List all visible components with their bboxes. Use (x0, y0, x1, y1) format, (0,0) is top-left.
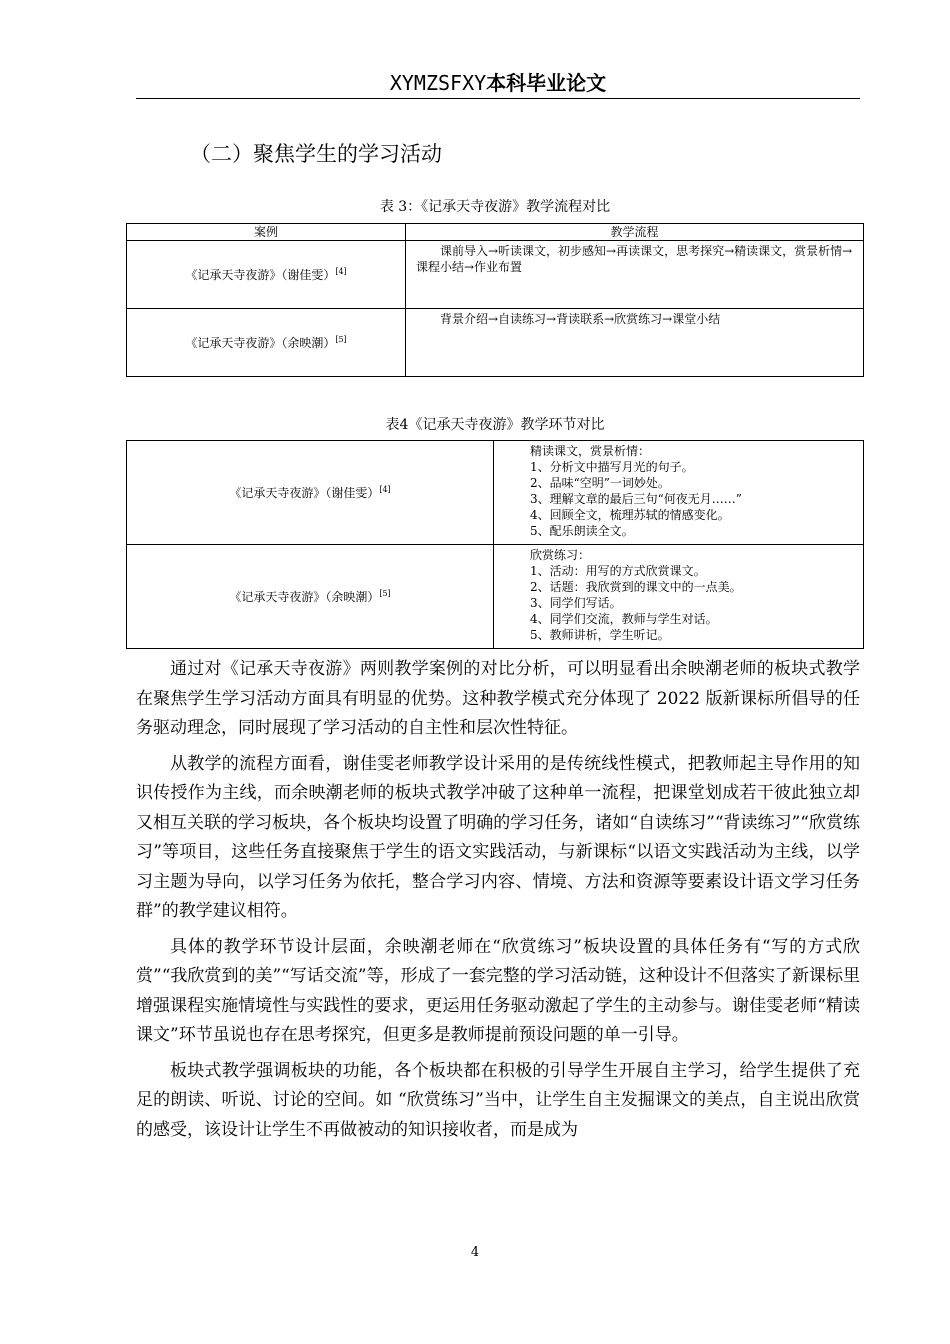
table-row (127, 545, 864, 649)
case-name: 《记承天寺夜游》（谢佳雯） (229, 485, 380, 500)
detail-line: 2、品味“空明”一词妙处。 (530, 476, 670, 490)
table4-detail-cell (494, 545, 864, 649)
body-text (136, 655, 860, 1151)
table3-caption: 表 3：《记承天寺夜游》教学流程对比 (379, 199, 611, 215)
detail-line: 4、回顾全文，梳理苏轼的情感变化。 (530, 508, 730, 522)
citation-ref: [4] (335, 266, 347, 276)
case-name: 《记承天寺夜游》（余映潮） (229, 589, 380, 604)
detail-line: 5、配乐朗读全文。 (530, 524, 634, 538)
case-name: 《记承天寺夜游》（余映潮） (185, 335, 336, 350)
paragraph: 通过对《记承天寺夜游》两则教学案例的对比分析，可以明显看出余映潮老师的板块式教学在聚焦学生学习活动方面具有明显的优势。这种教学模式充分体现了 2022 版新课标所倡导的任务驱动理念，同时展现了学习活动的自主性和层次性特征。 (136, 659, 860, 738)
detail-line: 5、教师讲析，学生听记。 (530, 628, 670, 642)
citation-ref: [5] (335, 334, 347, 344)
detail-line: 3、同学们写话。 (530, 596, 622, 610)
case-name: 《记承天寺夜游》（谢佳雯） (185, 267, 336, 282)
table3 (126, 223, 864, 377)
table3-flow-cell: 背景介绍→自读练习→背读联系→欣赏练习→课堂小结 (406, 309, 864, 377)
detail-line: 欣赏练习： (530, 548, 591, 562)
detail-line: 4、同学们交流，教师与学生对话。 (530, 612, 718, 626)
detail-line: 1、分析文中描写月光的句子。 (530, 460, 694, 474)
page-header (136, 68, 860, 99)
table-row (127, 309, 864, 377)
section-title: （二）聚焦学生的学习活动 (190, 142, 442, 166)
table3-col-case: 案例 (127, 224, 406, 241)
detail-line: 1、活动：用写的方式欣赏课文。 (530, 564, 706, 578)
detail-line: 2、话题：我欣赏到的课文中的一点美。 (530, 580, 742, 594)
header-code: XYMZSFXY (389, 71, 487, 95)
header-text: 本科毕业论文 (486, 71, 607, 95)
paragraph: 板块式教学强调板块的功能，各个板块都在积极的引导学生开展自主学习，给学生提供了充足的朗读、听说、讨论的空间。如 “欣赏练习”当中，让学生自主发掘课文的美点，自主说出欣赏的感受，该设计让学生不再做被动的知识接收者，而是成为 (136, 1060, 860, 1140)
table3-case-cell (127, 241, 406, 309)
paragraph: 从教学的流程方面看，谢佳雯老师教学设计采用的是传统线性模式，把教师起主导作用的知识传授作为主线，而余映潮老师的板块式教学冲破了这种单一流程，把课堂划成若干彼此独立却又相互关联的学习板块，各个板块均设置了明确的学习任务，诸如“自读练习”“背读练习”“欣赏练习”等项目，这些任务直接聚焦于学生的语文实践活动，与新课标“以语文实践活动为主线，以学习主题为导向，以学习任务为依托，整合学习内容、情境、方法和资源等要素设计语文学习任务群”的教学建议相符。 (136, 753, 860, 921)
table3-col-flow: 教学流程 (406, 224, 864, 241)
table-row (127, 241, 864, 309)
detail-line: 3、理解文章的最后三句“何夜无月……” (530, 492, 742, 506)
table-row (127, 441, 864, 545)
paragraph: 具体的教学环节设计层面，余映潮老师在“欣赏练习”板块设置的具体任务有“写的方式欣赏”“我欣赏到的美”“写话交流”等，形成了一套完整的学习活动链，这种设计不但落实了新课标里增强课程实施情境性与实践性的要求，更运用任务驱动激起了学生的主动参与。谢佳雯老师“精读课文”环节虽说也存在思考探究，但更多是教师提前预设问题的单一引导。 (136, 936, 860, 1045)
table3-flow-cell: 课前导入→听读课文，初步感知→再读课文，思考探究→精读课文，赏景析情→课程小结→作业布置 (406, 241, 864, 309)
table3-case-cell (127, 309, 406, 377)
table4 (126, 440, 864, 649)
table4-caption: 表4《记承天寺夜游》教学环节对比 (385, 417, 605, 433)
citation-ref: [5] (379, 588, 391, 598)
table3-header-row (127, 224, 864, 241)
table4-case-cell (127, 545, 494, 649)
detail-line: 精读课文，赏景析情： (530, 444, 651, 458)
citation-ref: [4] (379, 484, 391, 494)
page-number: 4 (470, 1245, 480, 1260)
table4-case-cell (127, 441, 494, 545)
table4-detail-cell (494, 441, 864, 545)
